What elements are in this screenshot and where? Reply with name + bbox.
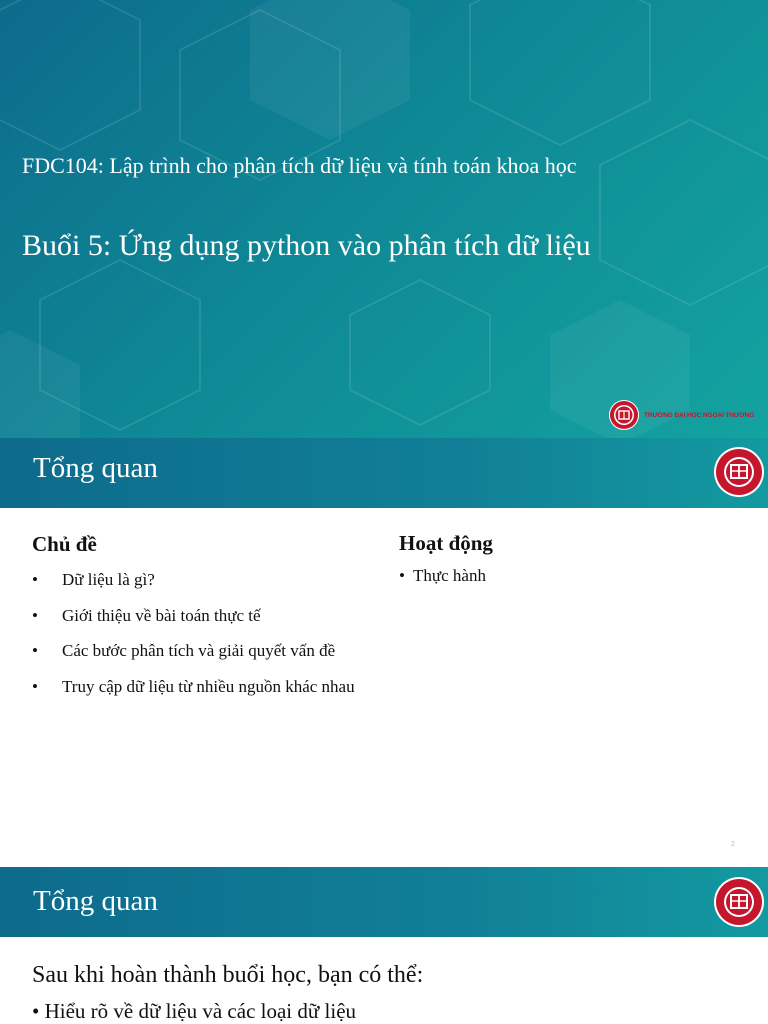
overview-title: Tổng quan [33, 452, 158, 484]
list-item: • Truy cập dữ liệu từ nhiều nguồn khác nhau [32, 677, 355, 713]
ftu-logo-icon [713, 446, 765, 498]
topics-heading: Chủ đề [32, 532, 97, 556]
bullet-dot: • [32, 999, 45, 1023]
objectives-header-bar [0, 867, 768, 937]
session-title: Buổi 5: Ứng dụng python vào phân tích dữ liệu [22, 229, 591, 262]
activities-list [399, 566, 486, 602]
bullet-dot: • [399, 566, 405, 585]
objectives-title: Tổng quan [33, 885, 158, 917]
university-name: TRƯỜNG ĐẠI HỌC NGOẠI THƯƠNG [644, 411, 755, 419]
list-item: • Các bước phân tích và giải quyết vấn đề [32, 641, 355, 677]
ftu-logo-icon [608, 399, 640, 431]
bullet-dot: • [32, 676, 38, 696]
background-hexagons [0, 0, 768, 438]
bullet-dot: • [32, 570, 38, 589]
list-item: • Hiểu rõ về dữ liệu và các loại dữ liệu [32, 999, 357, 1023]
objectives-intro: Sau khi hoàn thành buổi học, bạn có thể: [32, 962, 424, 988]
course-title: FDC104: Lập trình cho phân tích dữ liệu và tính toán khoa học [22, 153, 577, 178]
title-slide [0, 0, 768, 438]
list-item: • Giới thiệu về bài toán thực tế [32, 606, 355, 642]
topics-list [32, 570, 355, 712]
list-item: • Dữ liệu là gì? [32, 570, 355, 606]
overview-header-bar [0, 438, 768, 508]
page-number: 2 [731, 841, 735, 848]
list-item: • Thực hành [399, 566, 486, 602]
university-brand [608, 398, 764, 432]
ftu-logo-icon [713, 876, 765, 928]
bullet-dot: • [32, 605, 38, 625]
bullet-dot: • [32, 641, 38, 660]
activities-heading: Hoạt động [399, 531, 493, 555]
